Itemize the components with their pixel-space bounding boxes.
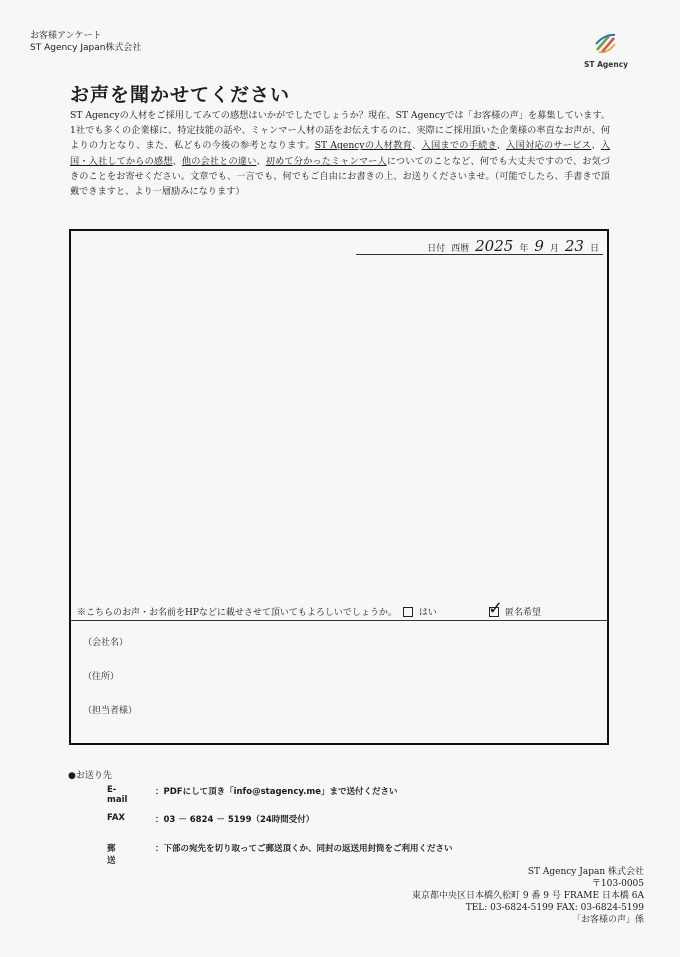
company-logo (576, 30, 636, 69)
logo-text: ST Agency (583, 60, 629, 69)
survey-label: お客様アンケート (30, 31, 102, 41)
date-underline (356, 254, 603, 255)
intro-underline-5: 他の会社との違い (181, 155, 257, 167)
email-label: E-mail (107, 785, 128, 805)
address-phone: TEL: 03-6824-5199 FAX: 03-6824-5199 (465, 903, 644, 913)
fax-text: ：03 － 6824 － 5199（24時間受付） (155, 815, 315, 825)
era-label: 西暦 (451, 244, 470, 254)
month-value[interactable]: 9 (534, 237, 544, 255)
fax-label: FAX (107, 813, 125, 823)
separator: 、 (172, 155, 182, 167)
anonymous-checkbox[interactable] (487, 597, 504, 619)
page-title: お声を聞かせてください (70, 84, 291, 106)
checkmark-icon: ✓ (487, 597, 504, 619)
document-header (30, 30, 141, 54)
intro-text-2: についてのことなど、何でも大丈夫ですので、お気づきのことをお寄せください。文章でも、一言でも、何でもご自由にお書きの上、お送りくださいませ。（可能でしたら、手書きで頂戴できますと、より一層励みになります） (70, 155, 611, 198)
month-unit: 月 (549, 244, 559, 254)
response-box[interactable] (69, 229, 609, 745)
address-dept: 「お客様の声」係 (571, 915, 644, 925)
consent-question: ※こちらのお声・お名前をHPなどに載せさせて頂いてもよろしいでしょうか。 (77, 608, 397, 618)
company-name: ST Agency Japan株式会社 (30, 43, 142, 53)
email-text: ：PDFにして頂き「info@stagency.me」まで送付ください (155, 787, 398, 797)
logo-mark-icon (593, 30, 619, 56)
day-unit: 日 (589, 244, 599, 254)
divider (71, 620, 607, 621)
mail-label: 郵送 (107, 844, 116, 866)
intro-underline-2: 入国までの手続き (421, 140, 497, 152)
year-unit: 年 (519, 244, 529, 254)
yes-label: はい (418, 608, 437, 618)
separator: 、 (412, 140, 422, 152)
company-field[interactable]: （会社名） (83, 638, 129, 648)
anonymous-label: 匿名希望 (504, 608, 541, 618)
return-address (412, 866, 644, 926)
separator: 、 (591, 140, 601, 152)
intro-underline-6: 初めて分かったミャンマー人 (265, 155, 387, 167)
address-street: 東京都中央区日本橋久松町 9 番 9 号 FRAME 日本橋 6A (411, 891, 644, 901)
address-company: ST Agency Japan 株式会社 (527, 867, 644, 877)
address-postal: 〒103-0005 (591, 879, 644, 889)
contact-field[interactable]: （担当者様） (83, 706, 138, 716)
intro-paragraph (70, 108, 610, 199)
date-label: 日付 (427, 244, 446, 254)
address-field[interactable]: （住所） (83, 672, 120, 682)
send-section-title: ●お送り先 (68, 771, 112, 781)
year-value[interactable]: 2025 (475, 237, 514, 255)
mail-text: ：下部の宛先を切り取ってご郵送頂くか、同封の返送用封筒をご利用ください (155, 844, 453, 854)
day-value[interactable]: 23 (564, 237, 584, 255)
yes-checkbox[interactable] (403, 607, 413, 617)
intro-text-1: ST Agencyの人材をご採用してみての感想はいかがでしたでしょうか？現在、ST Agencyでは「お客様の声」を募集しています。1社でも多くの企業様に、特定技能の話や、ミャンマー人材の話をお伝えするのに、実際にご採用頂いた企業様の率直なお声が、何よりの力となり、また、私どもの今後の参考となります。 (70, 110, 610, 152)
intro-underline-4: 入国・入社してからの感想 (70, 140, 611, 167)
intro-underline-3: 入国対応のサービス (506, 140, 592, 152)
intro-underline-1: ST Agencyの人材教育 (314, 140, 413, 152)
separator: 、 (256, 155, 266, 167)
date-line (427, 237, 599, 255)
consent-row (77, 597, 541, 619)
separator: 、 (496, 140, 507, 152)
